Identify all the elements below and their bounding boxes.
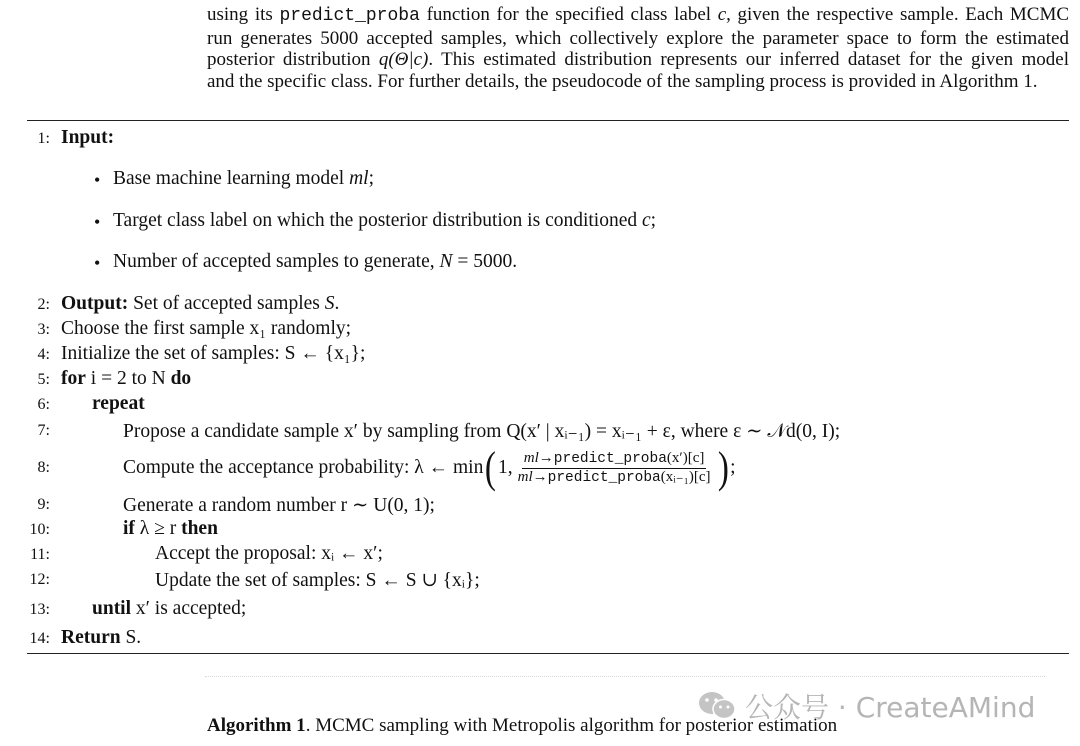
algo-line-14: Return S. (61, 627, 142, 648)
code-predict-proba: predict_proba (279, 6, 420, 26)
line-number: 3: (37, 321, 50, 338)
algorithm-top-rule (27, 120, 1069, 121)
algorithm-bottom-rule (27, 653, 1069, 654)
input-bullet-class: Target class label on which the posterior distribution is conditioned c; (113, 210, 657, 231)
line-number: 4: (37, 346, 50, 363)
line-number: 7: (37, 422, 50, 439)
algo-output-line: Output: Set of accepted samples S. (61, 293, 340, 314)
dotted-separator (205, 676, 1045, 677)
input-bullet-samples: Number of accepted samples to generate, N = 5000. (113, 251, 518, 272)
line-number: 2: (37, 296, 50, 313)
algorithm-caption (207, 715, 837, 737)
acceptance-fraction: $\frac{\text{ml→predict\_proba(x′)[c]}}{\text{ml→predict\_proba(xᵢ₋₁)[c]}}$ (517, 449, 711, 486)
line-number: 5: (37, 371, 50, 388)
bullet-icon: • (94, 253, 101, 273)
intro-line-2: run generates 5000 accepted samples, which collectively explore the parameter space to form the estimated (207, 27, 1069, 49)
input-bullet-model: Base machine learning model ml; (113, 168, 375, 189)
algo-line-4: Initialize the set of samples: S ← {x₁}; (61, 343, 366, 364)
line-number: 10: (29, 521, 50, 538)
algo-line-8: Compute the acceptance probability: λ ← min ( 1, $\frac{\text{ml→predict\_proba(x′)[c]}}{\text{ml→predict\_proba(xᵢ₋₁)[c]}}$ ) ; (123, 443, 736, 492)
right-paren: ) (717, 443, 729, 492)
input-label: Input: (61, 127, 115, 148)
line-number: 9: (37, 496, 50, 513)
bullet-icon: • (94, 212, 101, 232)
watermark-text: 公众号 · CreateAMind (745, 691, 1036, 724)
caption-label: Algorithm 1 (207, 715, 306, 736)
algo-line-6: repeat (92, 393, 145, 414)
line-number: 12: (29, 571, 50, 588)
line-number: 14: (29, 630, 50, 647)
intro-line-4: and the specific class. For further details, the pseudocode of the sampling process is provided in Algorithm 1. (207, 70, 1038, 92)
algo-input-line (61, 127, 114, 149)
line-number: 6: (37, 396, 50, 413)
algo-line-12: Update the set of samples: S ← S ∪ {xᵢ}; (155, 570, 480, 591)
line-number: 11: (30, 546, 50, 563)
algo-line-3: Choose the first sample x₁ randomly; (61, 318, 352, 339)
line-number: 1: (37, 130, 50, 147)
line-number: 13: (29, 601, 50, 618)
algo-line-13: until x′ is accepted; (92, 598, 247, 619)
intro-line-3: posterior distribution q(Θ|c). This estimated distribution represents our inferred dataset for the given model (207, 49, 1070, 70)
bullet-icon: • (94, 170, 101, 190)
algo-line-7: Propose a candidate sample x′ by sampling from Q(x′ | xᵢ₋₁) = xᵢ₋₁ + ε, where ε ∼ 𝒩d(0, I); (123, 421, 841, 442)
algo-line-10: if λ ≥ r then (123, 518, 218, 539)
line-number: 8: (37, 459, 50, 476)
intro-paragraph (207, 4, 1069, 92)
algo-line-11: Accept the proposal: xᵢ ← x′; (155, 543, 383, 564)
algo-line-9: Generate a random number r ∼ U(0, 1); (123, 495, 435, 516)
left-paren: ( (485, 443, 497, 492)
caption-text: . MCMC sampling with Metropolis algorithm for posterior estimation (305, 715, 838, 736)
intro-line-1: using its predict_proba function for the specified class label c, given the respective sample. Each MCMC (207, 4, 1070, 26)
algo-line-5: for i = 2 to N do (61, 368, 192, 389)
